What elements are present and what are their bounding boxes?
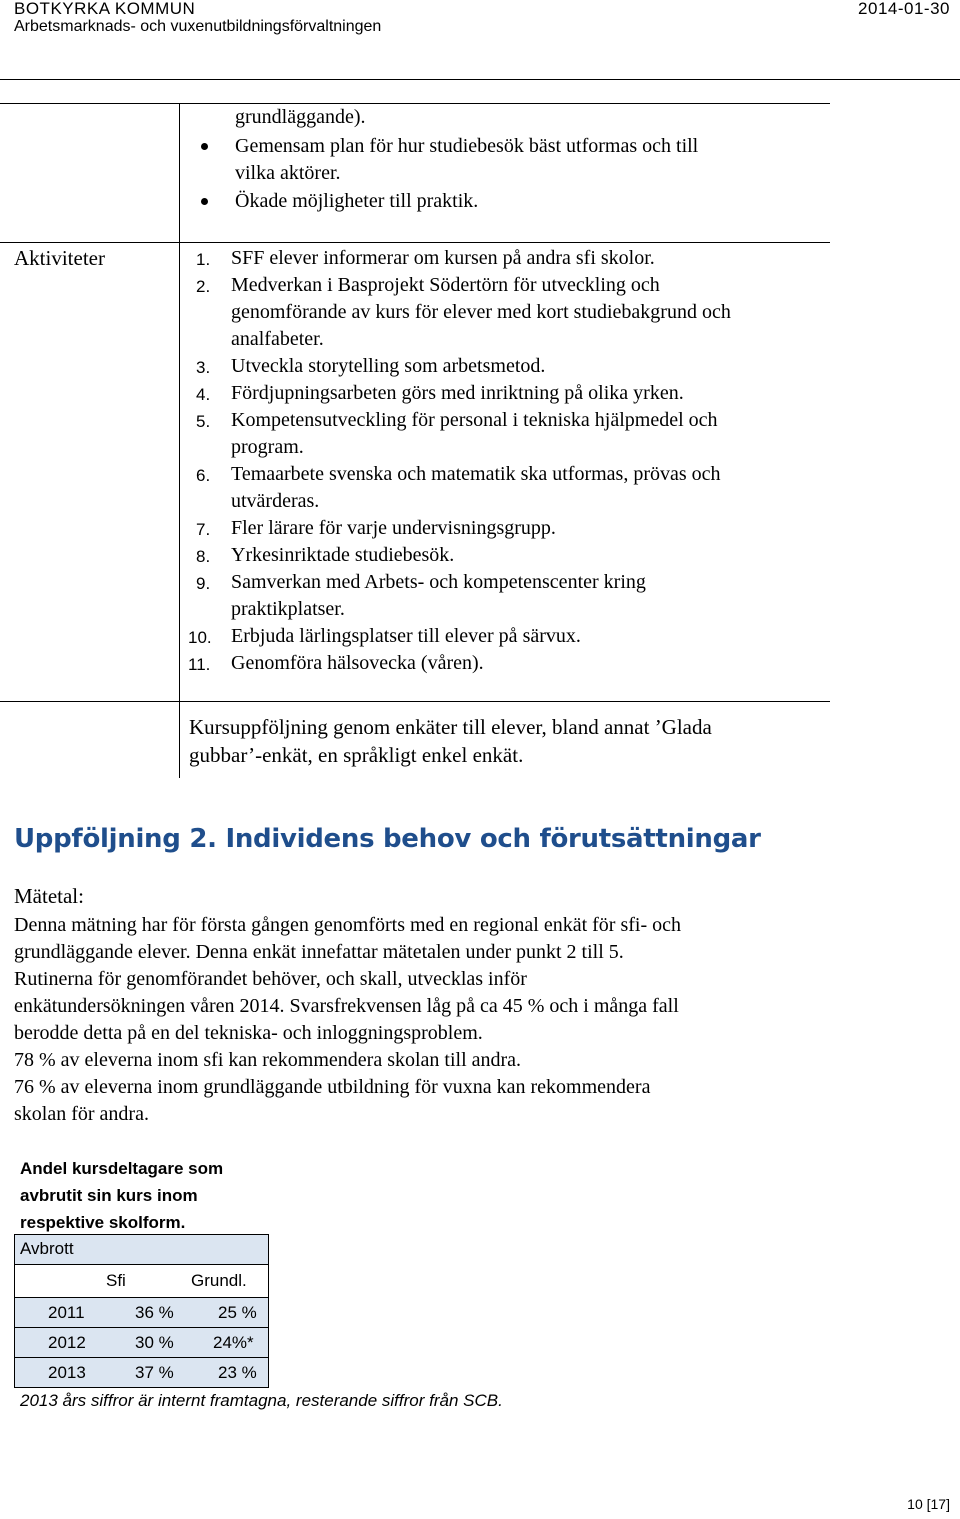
activity-text: Utveckla storytelling som arbetsmetod. (231, 355, 546, 377)
table-border (268, 1234, 269, 1388)
table-border (14, 1264, 269, 1265)
activity-text: Temaarbete svenska och matematik ska utformas, prövas och (231, 463, 721, 485)
activity-text: program. (231, 436, 304, 458)
document-date: 2014-01-30 (858, 0, 950, 18)
activity-text: Fördjupningsarbeten görs med inriktning på olika yrken. (231, 382, 684, 404)
activity-text: analfabeter. (231, 328, 324, 350)
paragraph-line: 76 % av eleverna inom grundläggande utbildning för vuxna kan rekommendera (14, 1076, 651, 1098)
paragraph-line: grundläggande elever. Denna enkät innefattar mätetalen under punkt 2 till 5. (14, 941, 624, 963)
bullet-icon (201, 198, 208, 205)
metrics-label: Mätetal: (14, 884, 84, 908)
row-sfi-value: 30 % (135, 1333, 174, 1352)
activity-number: 2. (196, 277, 211, 296)
activity-number: 10. (188, 628, 212, 647)
table-rule (0, 103, 830, 104)
activity-number: 8. (196, 547, 211, 566)
activity-text: Kompetensutveckling för personal i tekniska hjälpmedel och (231, 409, 718, 431)
activities-label: Aktiviteter (14, 246, 105, 270)
activity-number: 7. (196, 520, 211, 539)
activity-text: utvärderas. (231, 490, 320, 512)
table-rule (0, 701, 830, 702)
row-year: 2012 (48, 1333, 86, 1352)
paragraph-line: skolan för andra. (14, 1103, 149, 1125)
column-header-sfi: Sfi (106, 1271, 126, 1290)
activity-text: Medverkan i Basprojekt Södertörn för utveckling och (231, 274, 660, 296)
table-top-rule (0, 79, 960, 80)
paragraph-line: enkätundersökningen våren 2014. Svarsfrekvensen låg på ca 45 % och i många fall (14, 995, 679, 1017)
table-caption: Andel kursdeltagare som avbrutit sin kurs inom respektive skolform. (20, 1159, 224, 1232)
table-title: Avbrott (20, 1239, 74, 1258)
activity-text: Fler lärare för varje undervisningsgrupp. (231, 517, 556, 539)
paragraph-line: berodde detta på en del tekniska- och inloggningsproblem. (14, 1022, 483, 1044)
activity-text: praktikplatser. (231, 598, 345, 620)
activity-text: Samverkan med Arbets- och kompetenscenter kring (231, 571, 646, 593)
bullet-continuation: grundläggande). (235, 106, 366, 128)
activity-text: Yrkesinriktade studiebesök. (231, 544, 455, 566)
table-column-divider (179, 103, 180, 778)
activity-text: genomförande av kurs för elever med kort studiebakgrund och (231, 301, 731, 323)
bullet-item: Gemensam plan för hur studiebesök bäst utformas och till (235, 135, 699, 157)
bullet-item: Ökade möjligheter till praktik. (235, 190, 479, 212)
activity-number: 3. (196, 358, 211, 377)
row-sfi-value: 37 % (135, 1363, 174, 1382)
bullet-icon (201, 143, 208, 150)
table-note: 2013 års siffror är internt framtagna, resterande siffror från SCB. (20, 1391, 503, 1410)
activity-number: 11. (188, 655, 211, 674)
page-number: 10 [17] (907, 1496, 950, 1512)
row-grundl-value: 23 % (218, 1363, 257, 1382)
section-heading: Uppföljning 2. Individens behov och förutsättningar (14, 824, 761, 854)
followup-line: Kursuppföljning genom enkäter till elever, bland annat ’Glada (189, 715, 712, 739)
row-grundl-value: 25 % (218, 1303, 257, 1322)
department-name: Arbetsmarknads- och vuxenutbildningsförvaltningen (14, 18, 382, 35)
paragraph-line: 78 % av eleverna inom sfi kan rekommendera skolan till andra. (14, 1049, 522, 1071)
activity-text: Erbjuda lärlingsplatser till elever på särvux. (231, 625, 581, 647)
activity-number: 9. (196, 574, 211, 593)
table-border (14, 1234, 15, 1388)
activity-number: 6. (196, 466, 211, 485)
row-grundl-value: 24%* (213, 1333, 254, 1352)
paragraph-line: Rutinerna för genomförandet behöver, och skall, utvecklas inför (14, 968, 527, 990)
followup-line: gubbar’-enkät, en språkligt enkel enkät. (189, 743, 524, 767)
row-year: 2013 (48, 1363, 86, 1382)
bullet-item-continuation: vilka aktörer. (235, 162, 341, 184)
paragraph-line: Denna mätning har för första gången genomförts med en regional enkät för sfi- och (14, 914, 681, 936)
organization-name: BOTKYRKA KOMMUN (14, 0, 196, 18)
activity-text: Genomföra hälsovecka (våren). (231, 652, 484, 674)
column-header-grundl: Grundl. (191, 1271, 247, 1290)
activity-number: 1. (196, 250, 211, 269)
activity-number: 4. (196, 385, 211, 404)
row-year: 2011 (48, 1303, 85, 1322)
row-sfi-value: 36 % (135, 1303, 174, 1322)
activity-text: SFF elever informerar om kursen på andra sfi skolor. (231, 247, 655, 269)
table-rule (0, 242, 830, 243)
activity-number: 5. (196, 412, 211, 431)
